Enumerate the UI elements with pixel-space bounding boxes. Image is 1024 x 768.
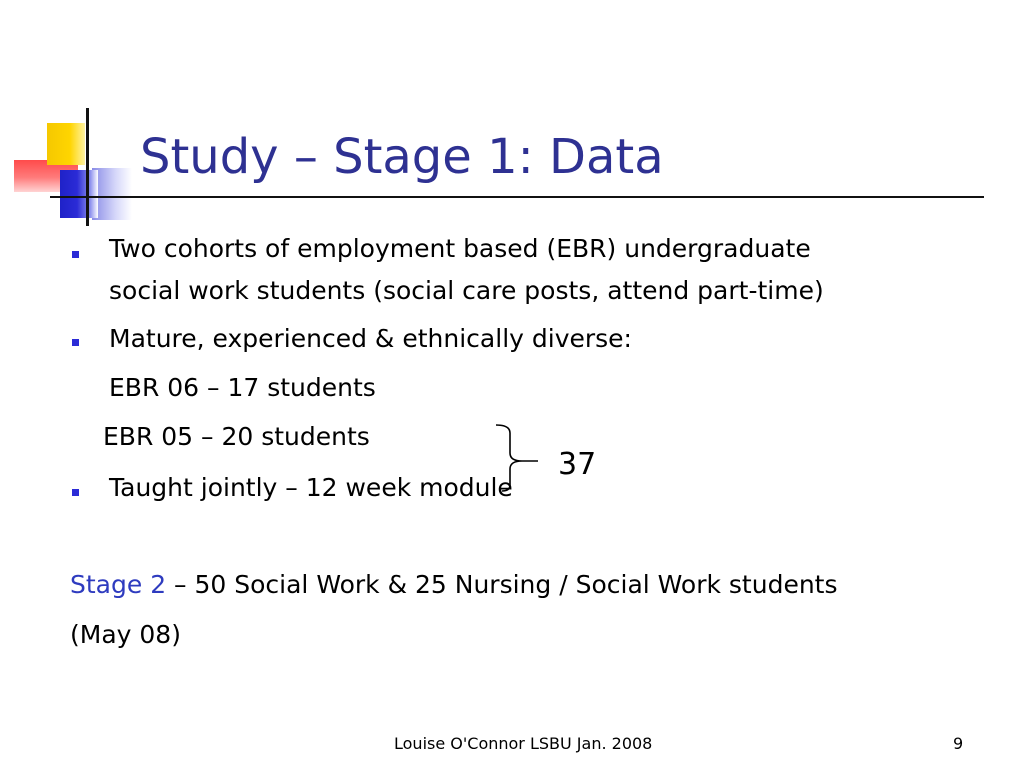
footer-page-number: 9 (953, 734, 964, 753)
bullet-marker (72, 251, 79, 258)
bullet-1-line-2: social work students (social care posts, attend part-time) (109, 276, 824, 305)
logo-yellow-block (47, 123, 85, 165)
ebr-06-line: EBR 06 – 17 students (109, 373, 376, 402)
bullet-3-line: Taught jointly – 12 week module (109, 473, 513, 502)
bullet-1-line-1: Two cohorts of employment based (EBR) undergraduate (109, 234, 811, 263)
ebr-05-line: EBR 05 – 20 students (103, 422, 370, 451)
title-underline (50, 196, 984, 198)
slide-title: Study – Stage 1: Data (140, 129, 664, 185)
stage-2-line (70, 570, 838, 600)
stage-2-label: Stage 2 (70, 570, 167, 599)
bullet-2-line-1: Mature, experienced & ethnically diverse: (109, 324, 632, 353)
bullet-marker (72, 489, 79, 496)
footer-author: Louise O'Connor LSBU Jan. 2008 (394, 734, 653, 753)
stage-2-text: – 50 Social Work & 25 Nursing / Social Work students (166, 570, 838, 599)
brace-total: 37 (558, 447, 597, 482)
bullet-marker (72, 339, 79, 346)
logo-vertical-rule (86, 108, 89, 226)
logo-blue-block (60, 170, 98, 218)
stage-2-date: (May 08) (70, 620, 181, 649)
logo-blue-shadow-block (92, 168, 132, 220)
